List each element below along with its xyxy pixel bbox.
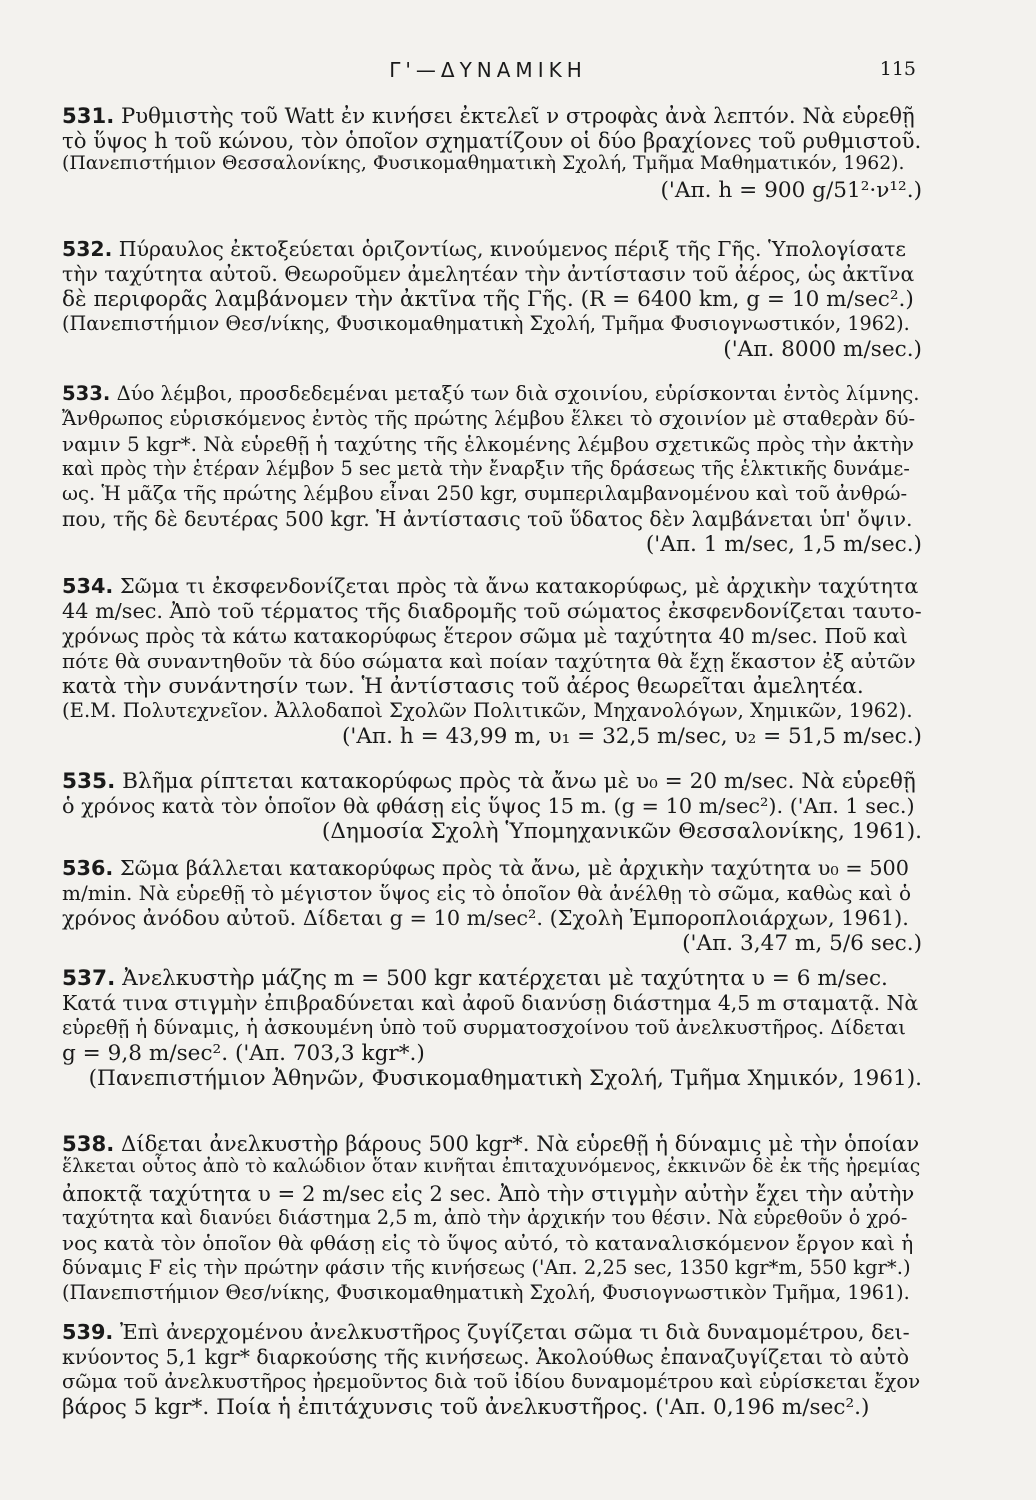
problem-line: τὴν ταχύτητα αὐτοῦ. Θεωροῦμεν ἀμελητέαν τὴν ἀντίστασιν τοῦ ἀέρος, ὡς ἀκτῖνα (62, 262, 915, 286)
problem-line: ὁ χρόνος κατὰ τὸν ὁποῖον θὰ φθάσῃ εἰς ὕψος 15 m. (g = 10 m/sec²). ('Απ. 1 sec.) (62, 794, 915, 818)
problem-537 (62, 966, 922, 1091)
problem-number: 532. (62, 237, 113, 261)
problem-source: (Πανεπιστήμιον Θεσσαλονίκης, Φυσικομαθηματικὴ Σχολή, Τμῆμα Μαθηματικόν, 1962). (62, 153, 905, 174)
problem-number: 539. (62, 1320, 114, 1344)
problem-line: Κατά τινα στιγμὴν ἐπιβραδύνεται καὶ ἀφοῦ διανύσῃ διάστημα 4,5 m σταματᾷ. Νὰ (62, 991, 919, 1015)
problem-line: Δύο λέμβοι, προσδεδεμέναι μεταξύ των διὰ σχοινίου, εὑρίσκονται ἐντὸς λίμνης. (116, 382, 920, 405)
problem-line: Ρυθμιστὴς τοῦ Watt ἐν κινήσει ἐκτελεῖ ν στροφὰς ἀνὰ λεπτόν. Νὰ εὑρεθῇ (121, 103, 915, 128)
problem-number: 538. (62, 1131, 115, 1156)
problem-number: 537. (62, 966, 116, 991)
problem-536 (62, 856, 922, 956)
problem-line: 44 m/sec. Ἀπὸ τοῦ τέρματος τῆς διαδρομῆς τοῦ σώματος ἐκσφενδονίζεται ταυτο- (62, 599, 922, 623)
problem-line: χρόνος ἀνόδου αὐτοῦ. Δίδεται g = 10 m/sec². (Σχολὴ Ἐμποροπλοιάρχων, 1961). (62, 906, 909, 930)
problem-line: πότε θὰ συναντηθοῦν τὰ δύο σώματα καὶ ποίαν ταχύτητα θὰ ἔχῃ ἕκαστον ἐξ αὐτῶν (62, 649, 916, 673)
problem-line: m/min. Νὰ εὑρεθῇ τὸ μέγιστον ὕψος εἰς τὸ ὁποῖον θὰ ἀνέλθῃ τὸ σῶμα, καθὼς καὶ ὁ (62, 881, 912, 905)
problem-line: βάρος 5 kgr*. Ποία ἡ ἐπιτάχυνσις τοῦ ἀνελκυστῆρος. ('Απ. 0,196 m/sec².) (62, 1395, 870, 1420)
chapter-title: Γ'—ΔΥΝΑΜΙΚΗ (389, 58, 587, 82)
problem-line: Ἐπὶ ἀνερχομένου ἀνελκυστῆρος ζυγίζεται σῶμα τι διὰ δυναμομέτρου, δει- (119, 1320, 910, 1344)
problem-line: ναμιν 5 kgr*. Νὰ εὑρεθῇ ἡ ταχύτης τῆς ἑλκομένης λέμβου σχετικῶς πρὸς τὴν ἀκτὴν (62, 432, 914, 456)
problem-line: νος κατὰ τὸν ὁποῖον θὰ φθάσῃ εἰς τὸ ὕψος αὐτό, τὸ καταναλισκόμενον ἔργον καὶ ἡ (62, 1231, 914, 1255)
problem-line: g = 9,8 m/sec². ('Απ. 703,3 kgr*.) (62, 1041, 425, 1066)
problem-line: δὲ περιφορᾶς λαμβάνομεν τὴν ἀκτῖνα τῆς Γῆς. (R = 6400 km, g = 10 m/sec².) (62, 287, 914, 312)
problem-line: καὶ πρὸς τὴν ἑτέραν λέμβον 5 sec μετὰ τὴν ἔναρξιν τῆς δράσεως τῆς ἑλκτικῆς δυνάμε- (62, 457, 910, 480)
problem-answer: ('Απ. h = 900 g/51²·ν¹².) (660, 178, 922, 203)
problem-line: δύναμις F εἰς τὴν πρώτην φάσιν τῆς κινήσεως ('Απ. 2,25 sec, 1350 kgr*m, 550 kgr*.) (62, 1256, 911, 1279)
problem-535 (62, 769, 922, 844)
problem-line: χρόνως πρὸς τὰ κάτω κατακορύφως ἕτερον σῶμα μὲ ταχύτητα 40 m/sec. Ποῦ καὶ (62, 624, 908, 648)
problem-source: (Ε.Μ. Πολυτεχνεῖον. Ἀλλοδαποὶ Σχολῶν Πολιτικῶν, Μηχανολόγων, Χημικῶν, 1962). (62, 699, 913, 722)
problem-line: ἕλκεται οὗτος ἀπὸ τὸ καλώδιον ὅταν κινῆται ἐπιταχυνόμενος, ἐκκινῶν δὲ ἐκ τῆς ἠρεμίας (62, 1156, 921, 1177)
problem-line: Σῶμα βάλλεται κατακορύφως πρὸς τὰ ἄνω, μὲ ἀρχικὴν ταχύτητα υ₀ = 500 (119, 856, 910, 880)
page-header (60, 58, 916, 88)
problem-line: Βλῆμα ρίπτεται κατακορύφως πρὸς τὰ ἄνω μὲ υ₀ = 20 m/sec. Νὰ εὑρεθῇ (122, 769, 916, 794)
problem-line: κατὰ τὴν συνάντησίν των. Ἡ ἀντίστασις τοῦ ἀέρος θεωρεῖται ἀμελητέα. (62, 674, 864, 699)
problem-531 (62, 103, 922, 203)
problem-538 (62, 1131, 922, 1306)
problem-539 (62, 1320, 922, 1420)
problem-line: κνύοντος 5,1 kgr* διαρκούσης τῆς κινήσεως. Ἀκολούθως ἐπαναζυγίζεται τὸ αὐτὸ (62, 1345, 910, 1369)
problem-source: (Πανεπιστήμιον Ἀθηνῶν, Φυσικομαθηματικὴ Σχολή, Τμῆμα Χημικόν, 1961). (88, 1066, 922, 1091)
problem-number: 531. (62, 103, 115, 128)
problem-line: Ἀνελκυστὴρ μάζης m = 500 kgr κατέρχεται μὲ ταχύτητα υ = 6 m/sec. (122, 966, 888, 991)
problem-line: ἀποκτᾷ ταχύτητα υ = 2 m/sec εἰς 2 sec. Ἀπὸ τὴν στιγμὴν αὐτὴν ἔχει τὴν αὐτὴν (62, 1181, 915, 1206)
problem-line: εὑρεθῇ ἡ δύναμις, ἡ ἀσκουμένη ὑπὸ τοῦ συρματοσχοίνου τοῦ ἀνελκυστῆρος. Δίδεται (62, 1016, 906, 1039)
problem-line: σῶμα τοῦ ἀνελκυστῆρος ἠρεμοῦντος διὰ τοῦ ἰδίου δυναμομέτρου καὶ εὑρίσκεται ἔχον (62, 1370, 921, 1393)
problem-source: (Πανεπιστήμιον Θεσ/νίκης, Φυσικομαθηματικὴ Σχολή, Τμῆμα Φυσιογνωστικόν, 1962). (62, 312, 910, 335)
problem-line: τὸ ὕψος h τοῦ κώνου, τὸν ὁποῖον σχηματίζουν οἱ δύο βραχίονες τοῦ ρυθμιστοῦ. (62, 128, 922, 153)
problem-number: 535. (62, 769, 116, 794)
problem-number: 533. (62, 382, 111, 405)
problem-line: Δίδεται ἀνελκυστὴρ βάρους 500 kgr*. Νὰ εὑρεθῇ ἡ δύναμις μὲ τὴν ὁποίαν (121, 1131, 920, 1156)
problem-line: ταχύτητα καὶ διανύει διάστημα 2,5 m, ἀπὸ τὴν ἀρχικήν του θέσιν. Νὰ εὑρεθοῦν ὁ χρό- (62, 1206, 908, 1229)
problem-answer: ('Απ. 1 m/sec, 1,5 m/sec.) (645, 532, 922, 557)
problem-532 (62, 237, 922, 362)
problem-number: 534. (62, 574, 114, 598)
problem-line: Πύραυλος ἐκτοξεύεται ὁριζοντίως, κινούμενος πέριξ τῆς Γῆς. Ὑπολογίσατε (118, 237, 906, 261)
problem-line: Ἄνθρωπος εὑρισκόμενος ἐντὸς τῆς πρώτης λέμβου ἕλκει τὸ σχοινίον μὲ σταθερὰν δύ- (62, 407, 916, 430)
problem-answer: ('Απ. 8000 m/sec.) (723, 337, 922, 362)
problem-line: ως. Ἡ μᾶζα τῆς πρώτης λέμβου εἶναι 250 kgr, συμπεριλαμβανομένου καὶ τοῦ ἀνθρώ- (62, 482, 908, 505)
problem-line: που, τῆς δὲ δευτέρας 500 kgr. Ἡ ἀντίστασις τοῦ ὕδατος δὲν λαμβάνεται ὑπ' ὄψιν. (62, 507, 913, 531)
problem-line: Σῶμα τι ἐκσφενδονίζεται πρὸς τὰ ἄνω κατακορύφως, μὲ ἀρχικὴν ταχύτητα (119, 574, 919, 598)
page-number: 115 (879, 58, 916, 80)
problem-number: 536. (62, 856, 114, 880)
problem-source: (Δημοσία Σχολὴ Ὑπομηχανικῶν Θεσσαλονίκης, 1961). (321, 819, 922, 844)
problem-534 (62, 574, 922, 749)
problem-answer: ('Απ. h = 43,99 m, υ₁ = 32,5 m/sec, υ₂ = 51,5 m/sec.) (341, 724, 922, 749)
problem-533 (62, 382, 922, 557)
problem-source: (Πανεπιστήμιον Θεσ/νίκης, Φυσικομαθηματικὴ Σχολή, Φυσιογνωστικὸν Τμῆμα, 1961). (62, 1281, 910, 1304)
problem-answer: ('Απ. 3,47 m, 5/6 sec.) (682, 931, 922, 956)
